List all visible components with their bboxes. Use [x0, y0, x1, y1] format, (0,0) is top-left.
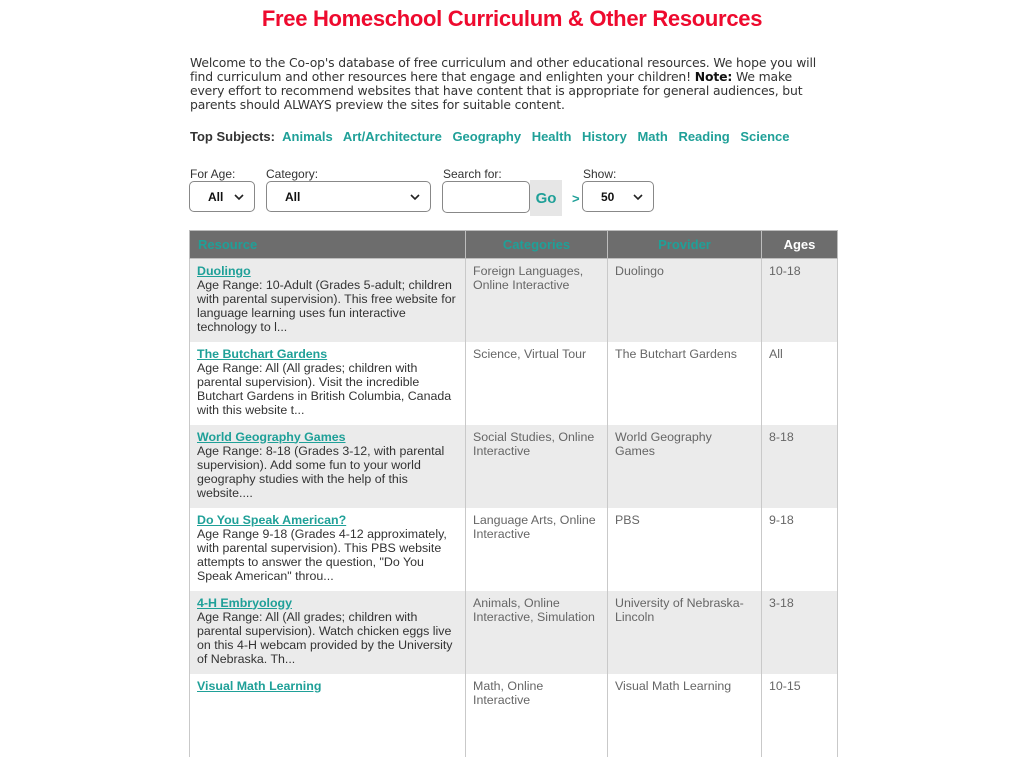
resource-link[interactable]: Visual Math Learning [197, 678, 322, 693]
categories-cell: Science, Virtual Tour [466, 342, 608, 425]
top-subjects [190, 129, 797, 144]
subject-link-art-architecture[interactable]: Art/Architecture [342, 129, 442, 144]
header-resource[interactable]: Resource [190, 231, 466, 259]
resource-description: Age Range: All (All grades; children with parental supervision). Watch chicken eggs live on this 4-H webcam provided by the University of Nebraska. Th... [197, 609, 453, 666]
arrow-icon: > [572, 191, 580, 206]
age-select[interactable] [189, 181, 255, 212]
resource-cell [190, 259, 466, 342]
note-label: Note: [694, 69, 733, 84]
categories-cell: Social Studies, Online Interactive [466, 425, 608, 508]
provider-cell: The Butchart Gardens [608, 342, 762, 425]
header-ages: Ages [762, 231, 838, 259]
categories-cell: Math, Online Interactive [466, 674, 608, 757]
provider-cell: University of Nebraska-Lincoln [608, 591, 762, 674]
categories-cell: Animals, Online Interactive, Simulation [466, 591, 608, 674]
age-select-value: All [208, 189, 224, 204]
resource-description: Age Range: 8-18 (Grades 3-12, with parental supervision). Add some fun to your world geography studies with the help of this website.... [197, 443, 445, 500]
chevron-down-icon [234, 192, 244, 202]
show-label: Show: [583, 167, 617, 181]
resource-link[interactable]: Do You Speak American? [197, 512, 347, 527]
ages-cell: 9-18 [762, 508, 838, 591]
provider-cell: PBS [608, 508, 762, 591]
resource-description: Age Range 9-18 (Grades 4-12 approximately, with parental supervision). This PBS website attempts to answer the question, "Do You Speak American" throu... [197, 526, 447, 583]
categories-cell: Foreign Languages, Online Interactive [466, 259, 608, 342]
resource-link[interactable]: 4-H Embryology [197, 595, 293, 610]
subject-link-animals[interactable]: Animals [282, 129, 333, 144]
resource-cell [190, 508, 466, 591]
resources-table [189, 230, 838, 757]
resource-description: Age Range: 10-Adult (Grades 5-adult; children with parental supervision). This free website for language learning uses fun interactive technology to l... [197, 278, 456, 334]
categories-cell: Language Arts, Online Interactive [466, 508, 608, 591]
provider-cell: Duolingo [608, 259, 762, 342]
age-label: For Age: [190, 167, 236, 181]
subject-link-science[interactable]: Science [740, 129, 790, 144]
header-provider[interactable]: Provider [608, 231, 762, 259]
chevron-down-icon [410, 192, 420, 202]
intro-text [190, 56, 830, 112]
table-header-row [190, 231, 838, 259]
resource-link[interactable]: The Butchart Gardens [197, 346, 328, 361]
chevron-down-icon [633, 192, 643, 202]
resource-cell [190, 342, 466, 425]
ages-cell: 8-18 [762, 425, 838, 508]
table-row [190, 342, 838, 425]
ages-cell: All [762, 342, 838, 425]
search-label: Search for: [443, 167, 502, 181]
search-input[interactable] [442, 181, 530, 213]
intro-welcome: Welcome to the Co-op's database of free curriculum and other educational resources. We hope you will find curriculum and other resources here that engage and enlighten your children! [190, 55, 817, 84]
resource-description: Age Range: All (All grades; children with parental supervision). Visit the incredible Butchart Gardens in British Columbia, Canada with this website t... [197, 360, 452, 417]
table-row [190, 259, 838, 342]
show-select[interactable] [582, 181, 654, 212]
provider-cell: Visual Math Learning [608, 674, 762, 757]
subject-link-reading[interactable]: Reading [678, 129, 730, 144]
category-select-value: All [285, 189, 301, 204]
ages-cell: 10-15 [762, 674, 838, 757]
subject-link-history[interactable]: History [582, 129, 627, 144]
ages-cell: 3-18 [762, 591, 838, 674]
go-button[interactable]: Go [530, 180, 562, 216]
category-select[interactable] [266, 181, 431, 212]
provider-cell: World Geography Games [608, 425, 762, 508]
resource-cell [190, 425, 466, 508]
header-categories[interactable]: Categories [466, 231, 608, 259]
table-row [190, 425, 838, 508]
table-row [190, 591, 838, 674]
note-text: We make every effort to recommend websites that have content that is appropriate for general audiences, but parents should ALWAYS preview the sites for suitable content. [190, 69, 803, 112]
show-select-value: 50 [601, 189, 615, 204]
subject-link-math[interactable]: Math [637, 129, 668, 144]
resource-link[interactable]: Duolingo [197, 264, 251, 278]
table-row [190, 508, 838, 591]
ages-cell: 10-18 [762, 259, 838, 342]
resource-link[interactable]: World Geography Games [197, 429, 346, 444]
top-subjects-label: Top Subjects: [190, 129, 275, 144]
subject-link-health[interactable]: Health [531, 129, 572, 144]
resource-cell [190, 591, 466, 674]
subject-link-geography[interactable]: Geography [452, 129, 522, 144]
page-title: Free Homeschool Curriculum & Other Resources [261, 6, 763, 31]
category-label: Category: [266, 167, 319, 181]
